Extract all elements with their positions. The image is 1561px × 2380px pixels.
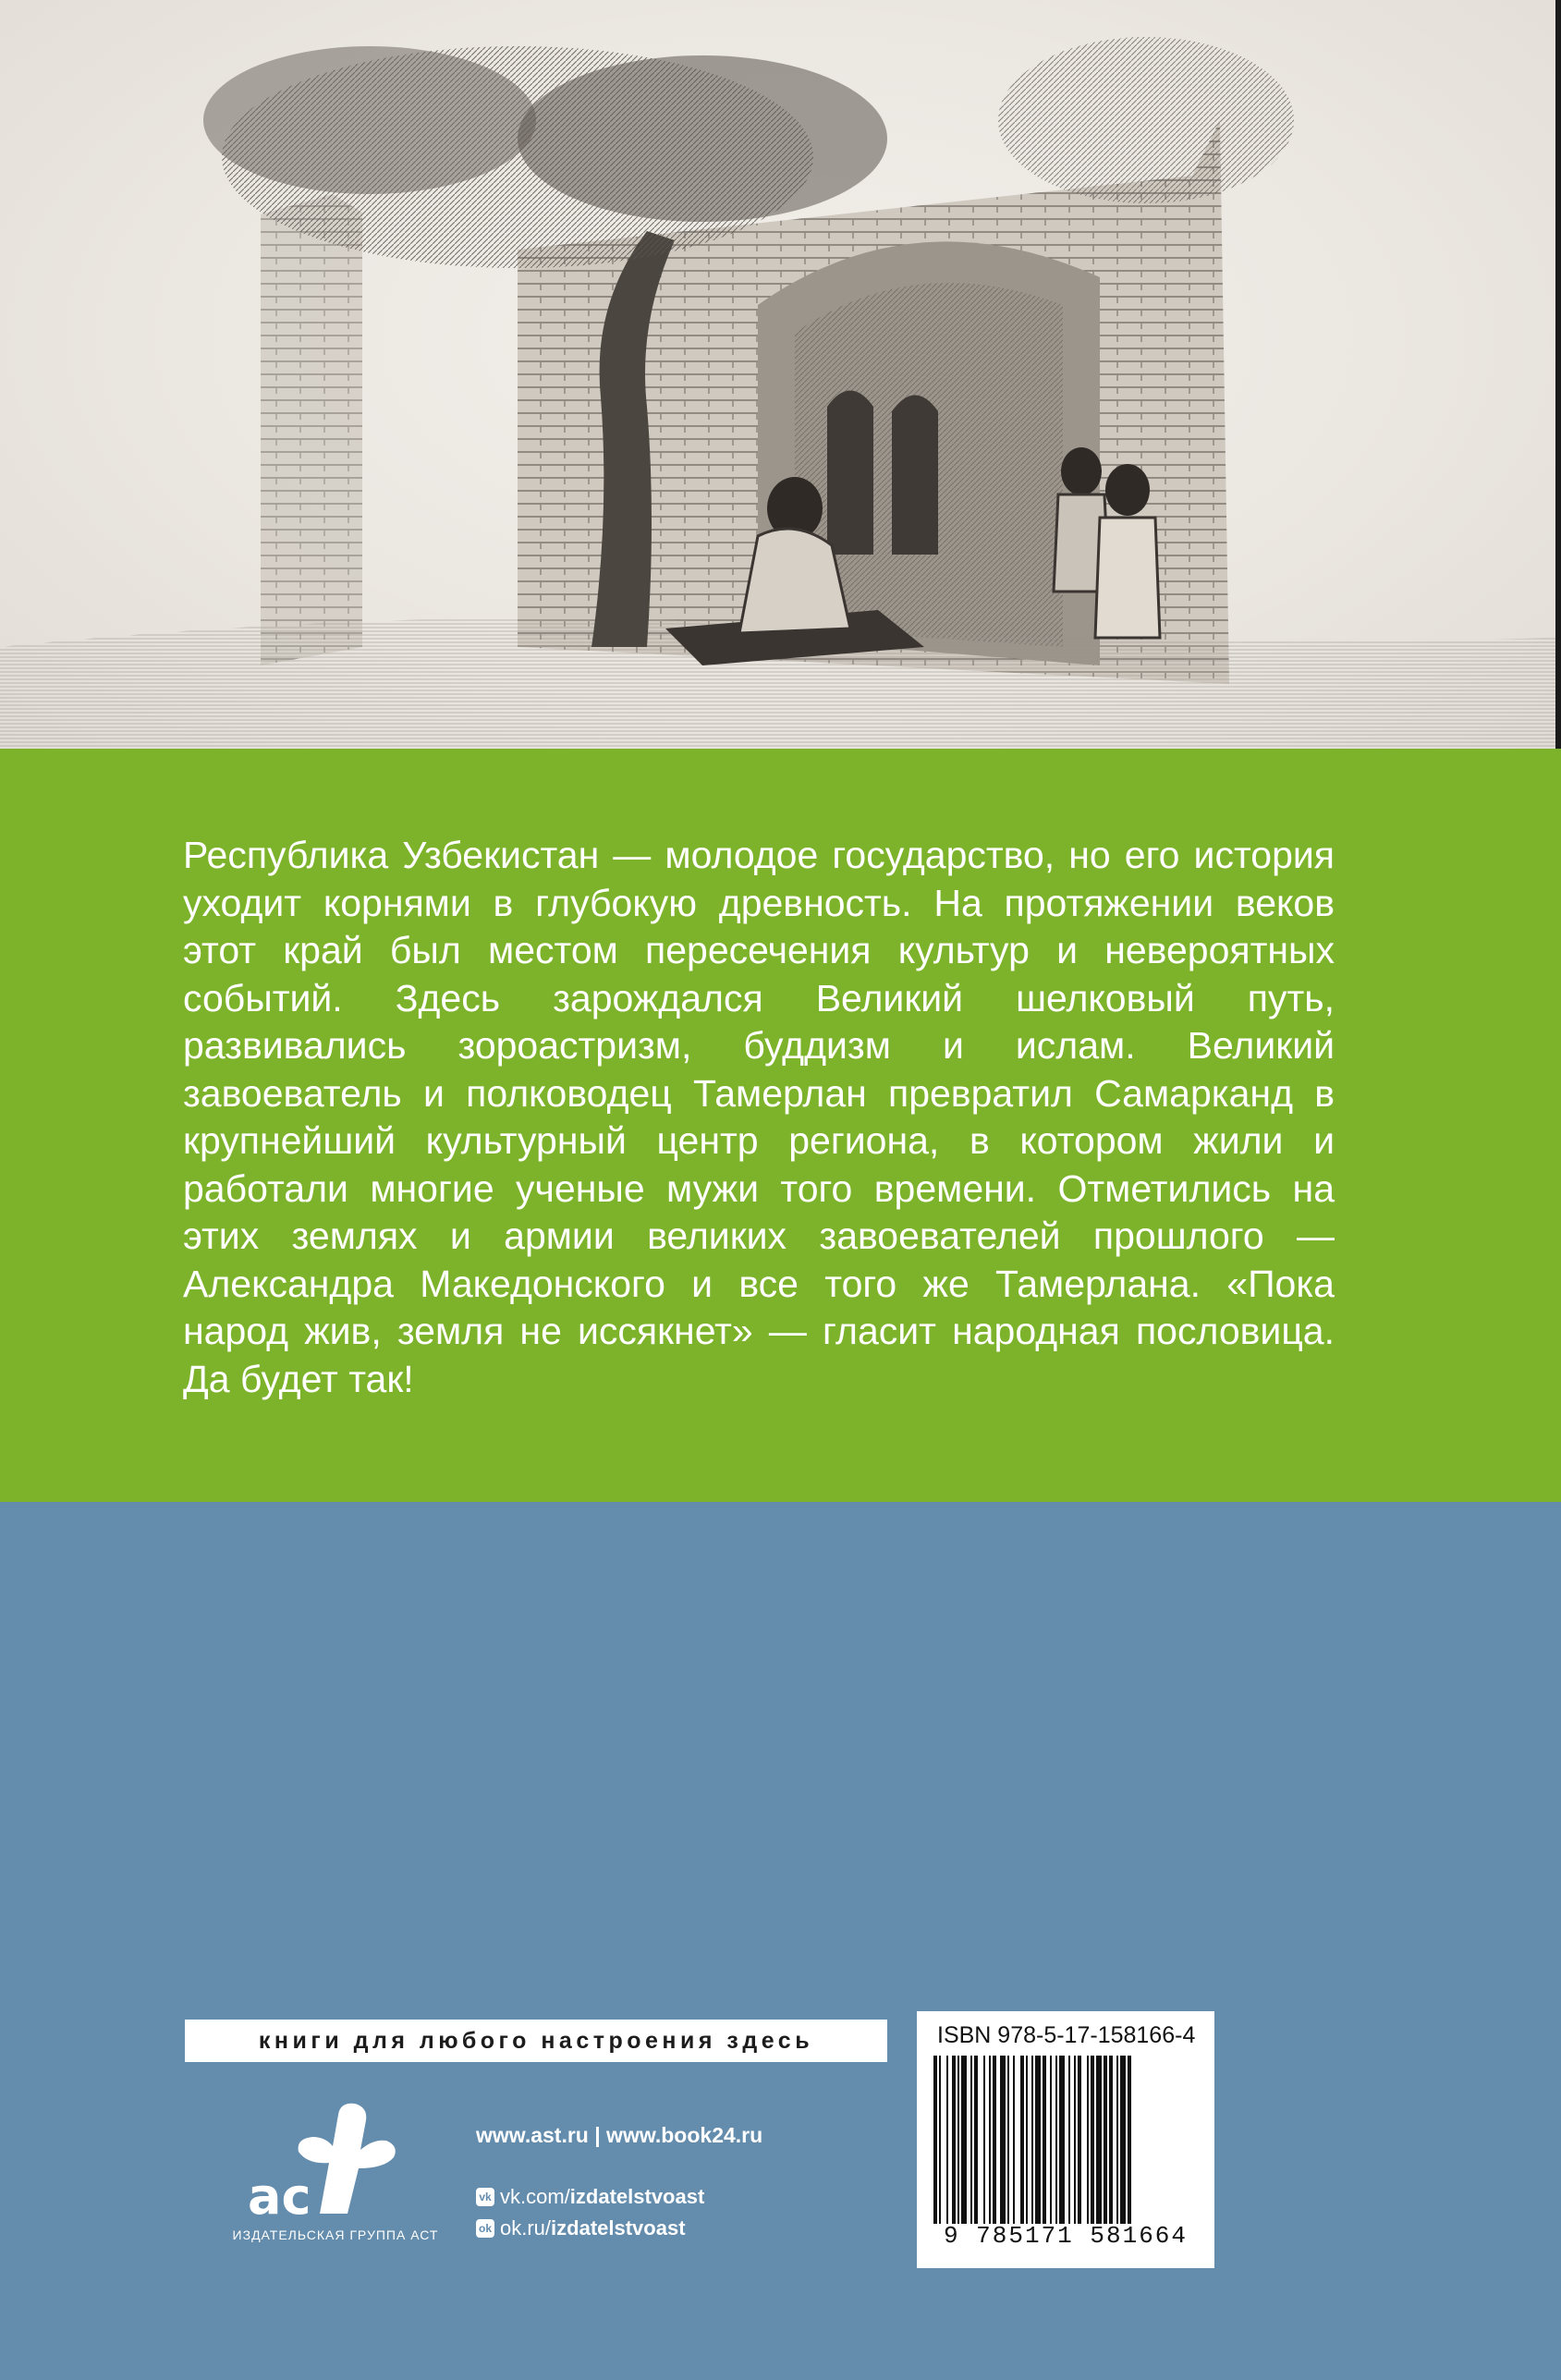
barcode-icon (933, 2056, 1201, 2224)
barcode-bar (1109, 2056, 1113, 2224)
ok-handle: izdatelstvoast (551, 2216, 686, 2240)
barcode-bar (1013, 2056, 1015, 2224)
barcode-bar (1120, 2056, 1126, 2224)
slogan-bar: книги для любого настроения здесь (185, 2020, 887, 2062)
barcode-bar (961, 2056, 967, 2224)
barcode-bar (970, 2056, 972, 2224)
footer-band (0, 1502, 1561, 2380)
barcode-bar (1050, 2056, 1052, 2224)
barcode-bar (957, 2056, 959, 2224)
barcode-bar (974, 2056, 978, 2224)
barcode-bar (1007, 2056, 1009, 2224)
barcode-bar (1026, 2056, 1028, 2224)
cover-edge-strip (1555, 0, 1561, 749)
barcode-bar (1043, 2056, 1046, 2224)
barcode-panel (917, 2011, 1214, 2268)
annotation-text: Республика Узбекистан — молодое государство, но его история уходит корнями в глубокую древность. На протяжении веков этот край был местом пересечения культур и невероятных событий. Здесь зарождался Великий шелковый путь, развивались зороастризм, буддизм и ислам. Великий завоеватель и полководец Тамерлан превратил Самарканд в крупнейший культурный центр региона, в котором жили и работали многие ученые мужи того времени. Отметились на этих землях и армии великих завоевателей прошлого — Александра Македонского и все того же Тамерлана. «Пока народ жив, земля не иссякнет» — гласит народная пословица. Да будет так! (183, 834, 1335, 1400)
vk-link[interactable] (476, 2181, 864, 2213)
description-band (0, 749, 1561, 1502)
barcode-bar (1128, 2056, 1131, 2224)
barcode-bar (1020, 2056, 1024, 2224)
ok-link[interactable] (476, 2213, 864, 2244)
barcode-digits: 9 785171 581664 (943, 2222, 1189, 2250)
barcode-bar (1116, 2056, 1118, 2224)
barcode-bar (983, 2056, 985, 2224)
barcode-bar (1087, 2056, 1089, 2224)
engraving-illustration (0, 0, 1561, 749)
vk-prefix: vk.com/ (500, 2185, 570, 2208)
barcode-bar (939, 2056, 941, 2224)
engraving-drawing (0, 0, 1561, 749)
ok-prefix: ok.ru/ (500, 2216, 552, 2240)
barcode-bar (1074, 2056, 1076, 2224)
website-links[interactable]: www.ast.ru | www.book24.ru (476, 2123, 763, 2147)
barcode-bar (1000, 2056, 1006, 2224)
barcode-bar (1068, 2056, 1070, 2224)
logo-letters: ac (248, 2167, 311, 2223)
publisher-links (476, 2123, 864, 2244)
barcode-bar (989, 2056, 991, 2224)
barcode-bar (1031, 2056, 1033, 2224)
vk-handle: izdatelstvoast (569, 2185, 705, 2208)
barcode-bar (1091, 2056, 1094, 2224)
publisher-caption: ИЗДАТЕЛЬСКАЯ ГРУППА АСТ (232, 2227, 439, 2242)
isbn-label: ISBN 978-5-17-158166-4 (937, 2022, 1196, 2048)
barcode-bar (1059, 2056, 1065, 2224)
barcode-bar (1096, 2056, 1102, 2224)
vk-icon: vk (476, 2188, 494, 2206)
barcode-bar (946, 2056, 948, 2224)
barcode-bar (1078, 2056, 1081, 2224)
barcode-bar (1055, 2056, 1057, 2224)
barcode-bar (1104, 2056, 1107, 2224)
barcode-bar (1035, 2056, 1041, 2224)
publisher-logo (211, 2098, 460, 2260)
barcode-bar (952, 2056, 956, 2224)
barcode-bar (933, 2056, 937, 2224)
barcode-bar (993, 2056, 996, 2224)
odnoklassniki-icon: ok (476, 2219, 494, 2238)
ast-logo-icon (211, 2098, 460, 2223)
